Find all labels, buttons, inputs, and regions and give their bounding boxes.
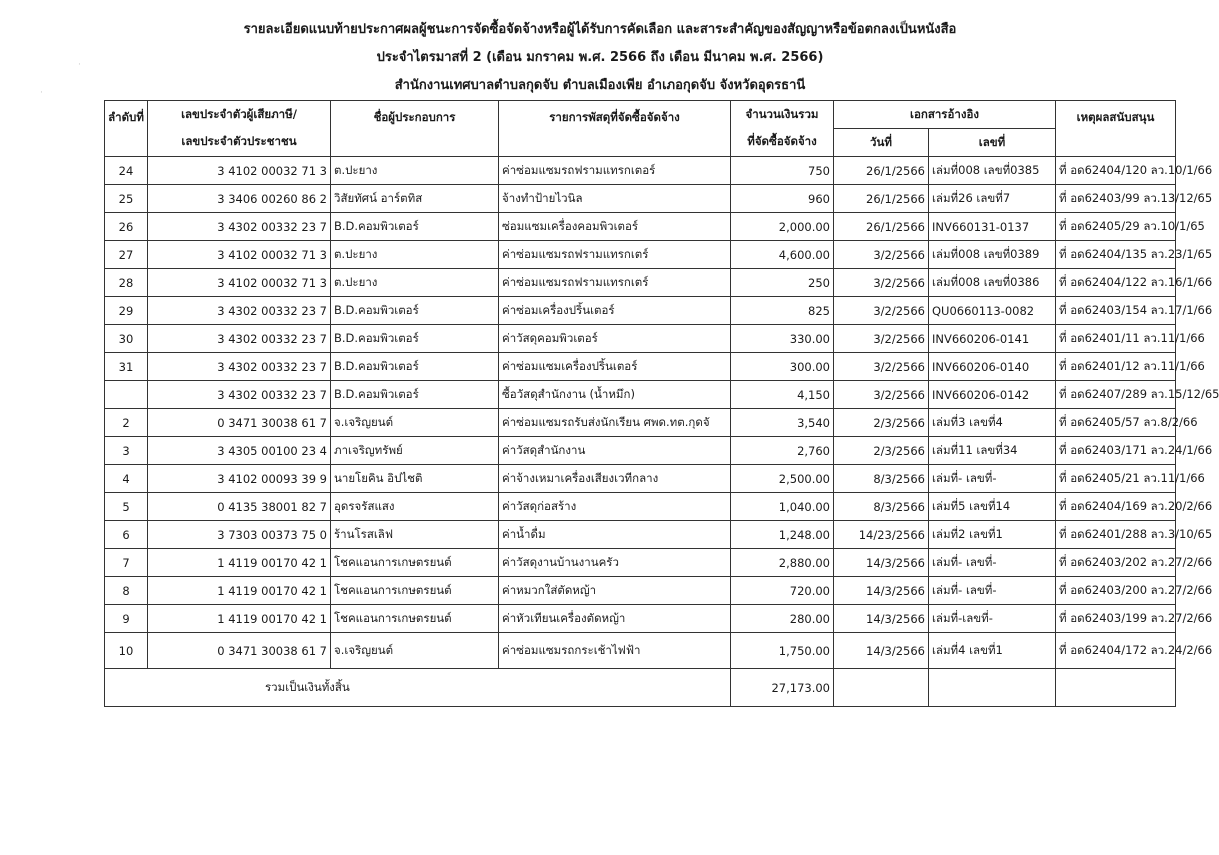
row-date: 26/1/2566: [834, 157, 929, 185]
row-vendor: B.D.คอมพิวเตอร์: [331, 297, 499, 325]
row-vendor: B.D.คอมพิวเตอร์: [331, 381, 499, 409]
document-period: ประจำไตรมาสที่ 2 (เดือน มกราคม พ.ศ. 2566 ถึง เดือน มีนาคม พ.ศ. 2566): [376, 50, 824, 65]
row-vendor: จ.เจริญยนต์: [331, 633, 499, 669]
row-vendor: B.D.คอมพิวเตอร์: [331, 213, 499, 241]
row-tax-id: 3 4102 00032 71 3: [148, 269, 331, 297]
table-row: [105, 549, 1176, 577]
row-tax-id: 0 3471 30038 61 7: [148, 633, 331, 669]
header-row-1: [105, 101, 1176, 129]
row-item: ค่าหัวเทียนเครื่องตัดหญ้า: [499, 605, 731, 633]
row-amount: 4,150: [731, 381, 834, 409]
row-no: 26: [105, 213, 148, 241]
row-no: 30: [105, 325, 148, 353]
row-doc-number: เล่มที่26 เลขที่7: [929, 185, 1056, 213]
row-doc-number: เล่มที่-เลขที่-: [929, 605, 1056, 633]
row-date: 3/2/2566: [834, 381, 929, 409]
row-reason: ที่ อด62404/169 ลว.20/2/66: [1056, 493, 1176, 521]
col-header-no: ลำดับที่: [105, 101, 148, 157]
table-row: [105, 241, 1176, 269]
row-doc-number: เล่มที่11 เลขที่34: [929, 437, 1056, 465]
row-reason: ที่ อด62401/288 ลว.3/10/65: [1056, 521, 1176, 549]
row-doc-number: INV660131-0137: [929, 213, 1056, 241]
row-vendor: โชคแอนการเกษตรยนต์: [331, 605, 499, 633]
table-row: [105, 465, 1176, 493]
row-tax-id: 3 4305 00100 23 4: [148, 437, 331, 465]
row-vendor: ร้านโรสเลิฟ: [331, 521, 499, 549]
row-date: 2/3/2566: [834, 409, 929, 437]
row-vendor: นายโยคิน อิปไชติ: [331, 465, 499, 493]
row-no: 24: [105, 157, 148, 185]
row-doc-number: เล่มที่- เลขที่-: [929, 465, 1056, 493]
row-doc-number: เล่มที่008 เลขที่0386: [929, 269, 1056, 297]
row-doc-number: เล่มที่3 เลขที่4: [929, 409, 1056, 437]
row-tax-id: 1 4119 00170 42 1: [148, 549, 331, 577]
table-row: [105, 157, 1176, 185]
table-row: [105, 437, 1176, 465]
row-reason: ที่ อด62404/172 ลว.24/2/66: [1056, 633, 1176, 669]
total-empty-doc: [929, 669, 1056, 707]
row-date: 14/3/2566: [834, 605, 929, 633]
row-date: 8/3/2566: [834, 493, 929, 521]
row-tax-id: 3 7303 00373 75 0: [148, 521, 331, 549]
row-date: 14/3/2566: [834, 549, 929, 577]
row-doc-number: เล่มที่008 เลขที่0385: [929, 157, 1056, 185]
row-no: 3: [105, 437, 148, 465]
col-header-item: รายการพัสดุที่จัดซื้อจัดจ้าง: [499, 101, 731, 157]
row-tax-id: 3 4302 00332 23 7: [148, 381, 331, 409]
row-item: ค่าวัสดุสำนักงาน: [499, 437, 731, 465]
row-tax-id: 3 4302 00332 23 7: [148, 297, 331, 325]
row-no: 5: [105, 493, 148, 521]
row-item: จ้างทำป้ายไวนิล: [499, 185, 731, 213]
row-amount: 250: [731, 269, 834, 297]
row-tax-id: 3 4302 00332 23 7: [148, 353, 331, 381]
col-header-amount-line2: ที่จัดซื้อจัดจ้าง: [731, 129, 834, 157]
row-tax-id: 1 4119 00170 42 1: [148, 577, 331, 605]
row-tax-id: 3 4302 00332 23 7: [148, 213, 331, 241]
row-doc-number: เล่มที่5 เลขที่14: [929, 493, 1056, 521]
table-row: [105, 297, 1176, 325]
total-amount: 27,173.00: [731, 669, 834, 707]
row-doc-number: เล่มที่- เลขที่-: [929, 549, 1056, 577]
row-reason: ที่ อด62403/154 ลว.17/1/66: [1056, 297, 1176, 325]
row-tax-id: 3 4102 00032 71 3: [148, 157, 331, 185]
row-item: ซื้อวัสดุสำนักงาน (น้ำหมึก): [499, 381, 731, 409]
row-item: ค่าซ่อมแซมรถฟรามแทรกเตอร์: [499, 157, 731, 185]
row-doc-number: QU0660113-0082: [929, 297, 1056, 325]
row-tax-id: 3 4302 00332 23 7: [148, 325, 331, 353]
row-item: ค่าซ่อมแซมรถรับส่งนักเรียน ศพด.ทต.กุดจั: [499, 409, 731, 437]
row-item: ค่าซ่อมแซมรถฟรามแทรกเตร์: [499, 241, 731, 269]
row-item: ค่าจ้างเหมาเครื่องเสียงเวทีกลาง: [499, 465, 731, 493]
row-item: ซ่อมแซมเครื่องคอมพิวเตอร์: [499, 213, 731, 241]
row-tax-id: 3 4102 00093 39 9: [148, 465, 331, 493]
row-no: 29: [105, 297, 148, 325]
row-reason: ที่ อด62405/21 ลว.11/1/66: [1056, 465, 1176, 493]
row-tax-id: 3 4102 00032 71 3: [148, 241, 331, 269]
row-item: ค่าซ่อมแซมรถฟรามแทรกเตร์: [499, 269, 731, 297]
row-date: 26/1/2566: [834, 213, 929, 241]
document-agency: สำนักงานเทศบาลตำบลกุดจับ ตำบลเมืองเพีย อำเภอกุดจับ จังหวัดอุดรธานี: [394, 78, 806, 93]
row-vendor: โชคแอนการเกษตรยนต์: [331, 577, 499, 605]
total-row: [105, 669, 1176, 707]
row-no: 10: [105, 633, 148, 669]
col-header-reason: เหตุผลสนับสนุน: [1056, 101, 1176, 157]
table-row: [105, 409, 1176, 437]
row-doc-number: เล่มที่- เลขที่-: [929, 577, 1056, 605]
row-tax-id: 1 4119 00170 42 1: [148, 605, 331, 633]
row-doc-number: เล่มที่008 เลขที่0389: [929, 241, 1056, 269]
row-amount: 825: [731, 297, 834, 325]
row-amount: 3,540: [731, 409, 834, 437]
row-amount: 280.00: [731, 605, 834, 633]
table-row: [105, 493, 1176, 521]
row-no: 8: [105, 577, 148, 605]
document-title: รายละเอียดแนบท้ายประกาศผลผู้ชนะการจัดซื้อจัดจ้างหรือผู้ได้รับการคัดเลือก และสาระสำคัญของสัญญาหรือข้อตกลงเป็นหนังสือ: [243, 22, 957, 37]
row-date: 2/3/2566: [834, 437, 929, 465]
col-header-docno: เลขที่: [929, 129, 1056, 157]
row-amount: 1,040.00: [731, 493, 834, 521]
row-doc-number: INV660206-0142: [929, 381, 1056, 409]
row-reason: ที่ อด62405/57 ลว.8/2/66: [1056, 409, 1176, 437]
row-date: 14/23/2566: [834, 521, 929, 549]
row-vendor: B.D.คอมพิวเตอร์: [331, 325, 499, 353]
row-reason: ที่ อด62401/12 ลว.11/1/66: [1056, 353, 1176, 381]
row-amount: 1,248.00: [731, 521, 834, 549]
row-item: ค่าซ่อมแซมรถกระเช้าไฟฟ้า: [499, 633, 731, 669]
row-item: ค่าหมวกใส่ตัดหญ้า: [499, 577, 731, 605]
row-reason: ที่ อด62407/289 ลว.15/12/65: [1056, 381, 1176, 409]
row-no: 2: [105, 409, 148, 437]
row-amount: 1,750.00: [731, 633, 834, 669]
col-header-vendor: ชื่อผู้ประกอบการ: [331, 101, 499, 157]
row-vendor: ต.ปะยาง: [331, 269, 499, 297]
row-reason: ที่ อด62403/202 ลว.27/2/66: [1056, 549, 1176, 577]
table-row: [105, 213, 1176, 241]
col-header-docs: เอกสารอ้างอิง: [834, 101, 1056, 129]
row-amount: 960: [731, 185, 834, 213]
row-no: 31: [105, 353, 148, 381]
row-amount: 300.00: [731, 353, 834, 381]
row-date: 8/3/2566: [834, 465, 929, 493]
row-tax-id: 0 4135 38001 82 7: [148, 493, 331, 521]
row-item: ค่าซ่อมแซมเครื่องปริ้นเตอร์: [499, 353, 731, 381]
row-doc-number: เล่มที่4 เลขที่1: [929, 633, 1056, 669]
row-amount: 750: [731, 157, 834, 185]
row-date: 14/3/2566: [834, 633, 929, 669]
total-empty-date: [834, 669, 929, 707]
row-reason: ที่ อด62403/99 ลว.13/12/65: [1056, 185, 1176, 213]
row-amount: 2,500.00: [731, 465, 834, 493]
row-reason: ที่ อด62404/122 ลว.16/1/66: [1056, 269, 1176, 297]
table-row: [105, 269, 1176, 297]
row-vendor: ภาเจริญทรัพย์: [331, 437, 499, 465]
row-tax-id: 3 3406 00260 86 2: [148, 185, 331, 213]
scan-speck: ·: [78, 60, 81, 70]
row-amount: 2,000.00: [731, 213, 834, 241]
row-no: 28: [105, 269, 148, 297]
row-reason: ที่ อด62403/171 ลว.24/1/66: [1056, 437, 1176, 465]
row-reason: ที่ อด62404/135 ลว.23/1/65: [1056, 241, 1176, 269]
col-header-date: วันที่: [834, 129, 929, 157]
row-no: 9: [105, 605, 148, 633]
row-date: 3/2/2566: [834, 241, 929, 269]
row-date: 3/2/2566: [834, 325, 929, 353]
row-vendor: อุดรจรัสแสง: [331, 493, 499, 521]
row-no: 4: [105, 465, 148, 493]
row-vendor: ต.ปะยาง: [331, 157, 499, 185]
row-doc-number: INV660206-0141: [929, 325, 1056, 353]
total-label: รวมเป็นเงินทั้งสิ้น: [105, 669, 731, 707]
row-vendor: วิสัยทัศน์ อาร์ตทิส: [331, 185, 499, 213]
total-empty-reason: [1056, 669, 1176, 707]
table-row: [105, 353, 1176, 381]
row-vendor: B.D.คอมพิวเตอร์: [331, 353, 499, 381]
row-no: 25: [105, 185, 148, 213]
row-reason: ที่ อด62403/199 ลว.27/2/66: [1056, 605, 1176, 633]
row-reason: ที่ อด62405/29 ลว.10/1/65: [1056, 213, 1176, 241]
row-item: ค่าวัสดุคอมพิวเตอร์: [499, 325, 731, 353]
row-date: 3/2/2566: [834, 353, 929, 381]
table-row: [105, 521, 1176, 549]
row-date: 26/1/2566: [834, 185, 929, 213]
table-row: [105, 605, 1176, 633]
row-doc-number: INV660206-0140: [929, 353, 1056, 381]
row-amount: 4,600.00: [731, 241, 834, 269]
row-reason: ที่ อด62401/11 ลว.11/1/66: [1056, 325, 1176, 353]
row-date: 14/3/2566: [834, 577, 929, 605]
col-header-amount-line1: จำนวนเงินรวม: [731, 101, 834, 129]
scan-speck: ·: [40, 88, 43, 98]
row-date: 3/2/2566: [834, 269, 929, 297]
row-no: 7: [105, 549, 148, 577]
row-vendor: โชคแอนการเกษตรยนต์: [331, 549, 499, 577]
table-row: [105, 381, 1176, 409]
table-row: [105, 185, 1176, 213]
row-amount: 330.00: [731, 325, 834, 353]
row-item: ค่าซ่อมเครื่องปริ้นเตอร์: [499, 297, 731, 325]
row-tax-id: 0 3471 30038 61 7: [148, 409, 331, 437]
row-reason: ที่ อด62404/120 ลว.10/1/66: [1056, 157, 1176, 185]
row-item: ค่าวัสดุก่อสร้าง: [499, 493, 731, 521]
table-row: [105, 633, 1176, 669]
row-no: 27: [105, 241, 148, 269]
col-header-tax-line2: เลขประจำตัวประชาชน: [148, 129, 331, 157]
table-row: [105, 577, 1176, 605]
row-reason: ที่ อด62403/200 ลว.27/2/66: [1056, 577, 1176, 605]
row-doc-number: เล่มที่2 เลขที่1: [929, 521, 1056, 549]
row-vendor: จ.เจริญยนต์: [331, 409, 499, 437]
row-no: 6: [105, 521, 148, 549]
row-date: 3/2/2566: [834, 297, 929, 325]
row-vendor: ต.ปะยาง: [331, 241, 499, 269]
procurement-table: [104, 100, 1219, 707]
row-amount: 2,760: [731, 437, 834, 465]
row-no: [105, 381, 148, 409]
table-row: [105, 325, 1176, 353]
row-item: ค่าวัสดุงานบ้านงานครัว: [499, 549, 731, 577]
row-item: ค่าน้ำดื่ม: [499, 521, 731, 549]
row-amount: 720.00: [731, 577, 834, 605]
row-amount: 2,880.00: [731, 549, 834, 577]
col-header-tax-line1: เลขประจำตัวผู้เสียภาษี/: [148, 101, 331, 129]
